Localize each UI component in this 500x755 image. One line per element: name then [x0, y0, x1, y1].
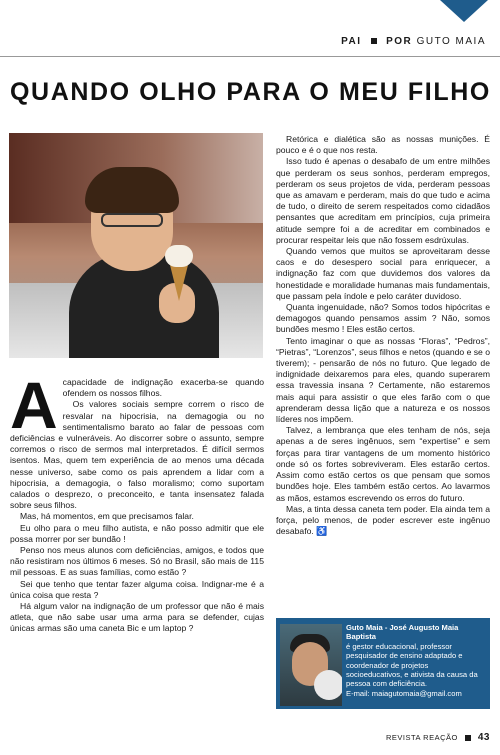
- paragraph: Penso nos meus alunos com deficiências, amigos, e todos que não resistiram nos últimos 6 meses. Só no Brasil, são mais de 115 mil pessoas. E as suas famílias, como estão ?: [10, 545, 264, 578]
- drop-cap: A: [10, 368, 58, 442]
- article-title: QUANDO OLHO PARA O MEU FILHO: [10, 78, 491, 106]
- header-separator: [371, 38, 377, 44]
- author-description: é gestor educacional, professor pesquisador de ensino adaptado e coordenador de projetos socioeducativos, e ativista da causa da pessoa com deficiência.: [346, 641, 478, 689]
- photo-ice-cream: [165, 245, 193, 267]
- article-photo: [9, 133, 263, 358]
- photo-ice-cream-cone: [169, 261, 189, 301]
- paragraph-final: [276, 504, 490, 538]
- paragraph: Quanta ingenuidade, não? Somos todos hipócritas e demagogos quando pensamos assim ? Não, somos bundões mesmo ! Eles estão certos.: [276, 302, 490, 335]
- byline-author: GUTO MAIA: [416, 36, 486, 47]
- page-header: [341, 36, 486, 47]
- footer-separator: [465, 735, 471, 741]
- author-name: Guto Maia - José Augusto Maia: [346, 623, 459, 632]
- paragraph: Os valores sociais sempre correm o risco de resvalar na hipocrisia, na demagogia ou no sentimentalismo barato ao falar de pessoas com deficiências e vulneráveis. Ao discorrer sobre o assunto, sempre corremos o risco de sermos mal interpretados. É difícil sermos isentos. Mas, quem tem experiência de ao menos uma década nesse universo, sabe como os pais aprendem a lidar com a hipocrisia, a demagogia, o falso moralismo; como suportam calados o desprezo, o preconceito, e tanta insensatez falada sobre seus filhos.: [10, 399, 264, 511]
- lead-text: capacidade de indignação exacerba-se quando ofendem os nossos filhos.: [62, 377, 264, 399]
- final-text: Mas, a tinta dessa caneta tem poder. Ela ainda tem a força, pelo menos, de poder escrever este ingênuo desabafo.: [276, 503, 490, 537]
- magazine-name: REVISTA REAÇÃO: [385, 733, 458, 742]
- email-label: E-mail:: [346, 688, 370, 698]
- author-bio-text: [346, 623, 486, 698]
- author-photo: [280, 624, 342, 706]
- paragraph: Eu olho para o meu filho autista, e não posso admitir que ele possa morrer por ser bundão !: [10, 522, 264, 544]
- photo-boy-hair: [85, 167, 179, 213]
- article-column-left: [10, 368, 264, 635]
- paragraph: Isso tudo é apenas o desabafo de um entre milhões que perderam os seus sonhos, perderam empregos, perderam os seus projetos de vida, perderam pessoas que as amavam e perderam, mais do que tudo e acima de tudo, o direito de serem respeitados como cidadãos pensantes que acreditam em princípios, cuja primeira atitude sempre foi a de acreditar em combinados e procurar respeitar leis que não fossem esdrúxulas.: [276, 156, 490, 245]
- paragraph: Tento imaginar o que as nossas “Floras”, “Pedros”, “Pietras”, “Lorenzos”, seus filhos e netos (quando e se o tiverem); - pensarão de nós no futuro. Que legado de indignidade deixaremos para eles, quando superarem essa travessia insana ? Certamente, não estaremos mais aqui para assistir o que eles farão com o que aprenderam dessa lição que a natureza e os nossos líderes nos impõem.: [276, 335, 491, 425]
- header-rule: [0, 56, 500, 57]
- wheelchair-icon: ♿: [316, 526, 328, 537]
- paragraph: Retórica e dialética são as nossas munições. É pouco e é o que nos resta.: [276, 134, 490, 156]
- author-dog: [314, 670, 342, 700]
- page-footer: [386, 732, 490, 743]
- byline-prefix: POR: [386, 36, 413, 47]
- paragraph: Quando vemos que muitos se aproveitaram desse caos e do desespero social para enriquecer, a indignação faz com que duvidemos dos valores da honestidade e moralidade humanas mais fundamentais, que passam pela índole e pelo caráter duvidoso.: [276, 246, 490, 301]
- author-email: [346, 689, 486, 698]
- paragraph: Há algum valor na indignação de um professor que não é mais atleta, que não sabe usar uma arma para se defender, cujas únicas armas são uma caneta Bic e um laptop ?: [10, 601, 264, 634]
- email-link[interactable]: maiagutomaia@gmail.com: [371, 688, 462, 698]
- section-label: PAI: [341, 36, 362, 47]
- paragraph: Mas, há momentos, em que precisamos falar.: [20, 511, 194, 522]
- paragraph: Talvez, a lembrança que eles tenham de nós, seja apenas a de seres ingênuos, sem “expertise” e sem forças para tirar vantagens de um momento histórico onde só os fortes sobreviveram. Eles estarão certos. Assim como estão certos os que pensam que somos bundões hoje. Eles também estão certos. Ao lavarmos as mãos, estamos escrevendo os erros do futuro.: [276, 425, 490, 503]
- page-number: 43: [477, 732, 490, 743]
- photo-glasses: [101, 213, 163, 227]
- paragraph: Sei que tenho que tentar fazer alguma coisa. Indignar-me é a única coisa que resta ?: [10, 578, 264, 600]
- author-name-cont: Baptista: [346, 632, 376, 642]
- author-bio-box: [276, 618, 490, 709]
- article-column-right: [276, 134, 490, 537]
- paragraph-lead: [10, 368, 264, 442]
- corner-decoration: [440, 0, 488, 22]
